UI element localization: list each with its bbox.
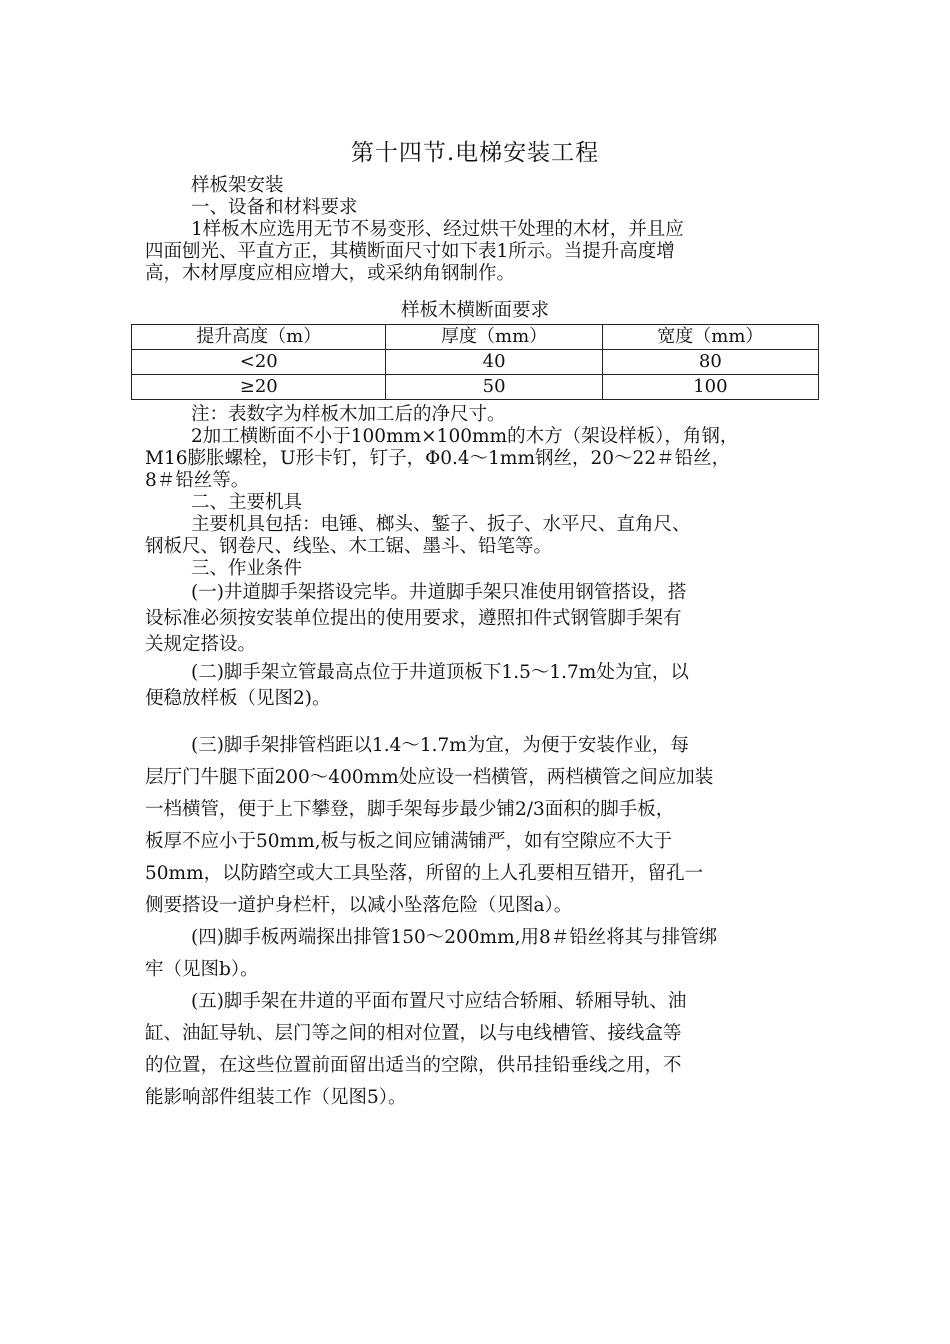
paragraph-line: 2加工横断面不小于100mm×100mm的木方（架设样板），角钢， [191,426,739,447]
table-note: 注：表数字为样板木加工后的净尺寸。 [191,404,506,425]
paragraph-line: (一)井道脚手架搭设完毕。井道脚手架只准使用钢管搭设，搭 [191,582,687,603]
paragraph-line: 设标准必须按安装单位提出的使用要求，遵照扣件式钢管脚手架有 [145,608,682,629]
paragraph-line: 主要机具包括：电锤、榔头、錾子、扳子、水平尺、直角尺、 [191,514,691,535]
table-header-row [132,325,819,350]
paragraph-line: 层厅门牛腿下面200～400mm处应设一档横管，两档横管之间应加装 [145,767,714,788]
table-header: 提升高度（m） [132,325,386,350]
paragraph-line: 缸、油缸导轨、层门等之间的相对位置，以与电线槽管、接线盒等 [145,1023,682,1044]
paragraph-line: M16膨胀螺栓，U形卡钉，钉子，Φ0.4～1mm钢丝，20～22＃铅丝， [145,448,731,469]
section-heading: 三、作业条件 [191,558,303,579]
table-caption: 样板木横断面要求 [400,300,549,321]
spec-table [131,324,819,400]
paragraph-line: (三)脚手架排管档距以1.4～1.7m为宜，为便于安装作业，每 [191,735,689,756]
paragraph-line: 关规定搭设。 [145,634,257,655]
paragraph-line: 四面刨光、平直方正，其横断面尺寸如下表1所示。当提升高度增 [145,241,675,262]
paragraph-line: 能影响部件组装工作（见图5）。 [145,1087,407,1108]
table-cell: 40 [386,350,602,375]
paragraph-line: 50mm，以防踏空或大工具坠落，所留的上人孔要相互错开，留孔一 [145,863,704,884]
table-header: 厚度（mm） [386,325,602,350]
table-cell: 100 [602,375,818,400]
table-cell: 80 [602,350,818,375]
paragraph-line: 侧要搭设一道护身栏杆，以减小坠落危险（见图a）。 [145,895,573,916]
paragraph-line: 便稳放样板（见图2)。 [145,688,331,709]
paragraph-line: (五)脚手架在井道的平面布置尺寸应结合轿厢、轿厢导轨、油 [191,991,687,1012]
table-header: 宽度（mm） [602,325,818,350]
table-cell: 50 [386,375,602,400]
notes-section [145,404,821,712]
paragraph-line: 钢板尺、钢卷尺、线坠、木工锯、墨斗、铅笔等。 [145,536,553,557]
intro-section [145,175,821,285]
subheading: 样板架安装 [191,175,284,196]
section-heading: 一、设备和材料要求 [191,197,358,218]
table-row [132,350,819,375]
paragraph-line: 一档横管，便于上下攀登，脚手架每步最少铺2/3面积的脚手板， [145,799,675,820]
table-row [132,375,819,400]
paragraph-line: (二)脚手架立管最高点位于井道顶板下1.5～1.7m处为宜，以 [191,662,689,683]
paragraph-line: 1样板木应选用无节不易变形、经过烘干处理的木材，并且应 [191,219,684,240]
paragraph-line: 的位置，在这些位置前面留出适当的空隙，供吊挂铅垂线之用，不 [145,1055,682,1076]
paragraph-line: 8＃铅丝等。 [145,470,250,491]
page-title: 第十四节.电梯安装工程 [350,140,600,166]
table-cell: <20 [132,350,386,375]
paragraph-line: (四)脚手板两端探出排管150～200mm,用8＃铅丝将其与排管绑 [191,927,718,948]
section-heading: 二、主要机具 [191,492,303,513]
paragraph-line: 板厚不应小于50mm,板与板之间应铺满铺严，如有空隙应不大于 [145,831,673,852]
paragraph-line: 牢（见图b）。 [145,959,259,980]
body-section [145,730,821,1114]
paragraph-line: 高，木材厚度应相应增大，或采纳角钢制作。 [145,263,516,284]
table-cell: ≥20 [132,375,386,400]
